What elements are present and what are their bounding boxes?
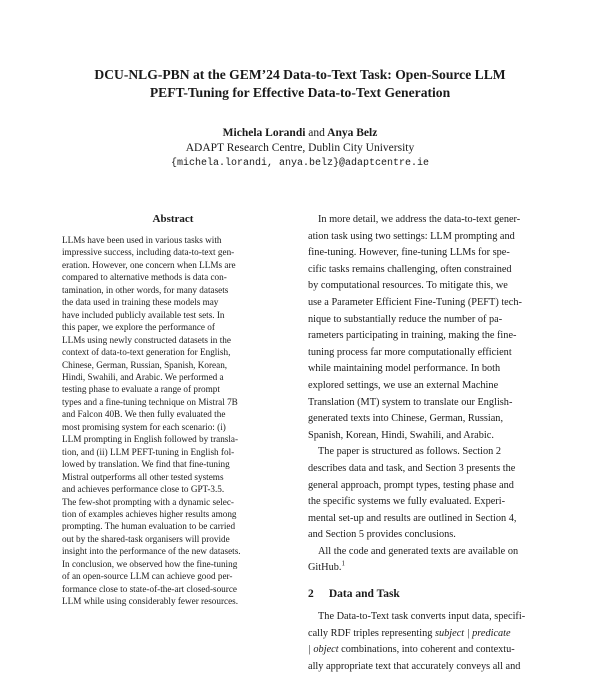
abstract-column [62,212,284,608]
abstract-line: LLM prompting in English followed by transla- [62,434,239,445]
detail-line: while maintaining model performance. In both [308,363,501,375]
abstract-line: The few-shot prompting with a dynamic selec- [62,496,234,507]
author-block [40,126,560,171]
structure-line: and Section 5 provides conclusions. [308,529,456,541]
data-task-line-4: ally appropriate text that accurately conveys all and [308,660,521,672]
detail-line: Spanish, Korean, Hindi, Swahili, and Arabic. [308,429,494,441]
structure-line: The paper is structured as follows. Section 2 [318,446,502,458]
structure-line: the specific systems we fully evaluated. Experi- [308,496,506,508]
paragraph-code-line-1: All the code and generated texts are available on [318,545,519,557]
detail-line: rameters participating in training, making the fine- [308,330,517,342]
abstract-line: LLMs using newly constructed datasets in the [62,334,231,345]
data-task-line-3-text: combinations, into coherent and contextu- [338,644,515,656]
abstract-line: and achieves performance close to GPT-3.5. [62,484,225,495]
data-task-line-3 [308,642,552,659]
detail-line: nique to substantially reduce the number of pa- [308,313,503,325]
abstract-line: types and a fine-tuning technique on Mistral 7B [62,396,238,407]
detail-line: use a Parameter Efficient Fine-Tuning (PEFT) tech- [308,296,522,308]
abstract-line: tion of examples achieves higher results among [62,508,237,519]
author-names [40,126,560,141]
structure-line: describes data and task, and Section 3 presents the [308,462,516,474]
section-heading [308,587,552,601]
title-line-2: PEFT-Tuning for Effective Data-to-Text Generation [149,85,451,100]
data-task-line-1: The Data-to-Text task converts input data, specifi- [318,611,526,623]
abstract-heading: Abstract [152,213,194,225]
structure-line: general approach, prompt types, testing phase and [308,479,514,491]
abstract-line: have included publicly available test sets. In [62,309,225,320]
abstract-line: context of data-to-text generation for English, [62,347,231,358]
abstract-line: prompting. The human evaluation to be carried [62,521,236,532]
abstract-line: Hindi, Swahili, and Arabic. We performed a [62,371,224,382]
abstract-line: of an open-source LLM can achieve good per- [62,571,233,582]
data-task-line-2-text: cally RDF triples representing [308,627,435,639]
abstract-body [62,234,284,608]
author-conjunction: and [308,127,325,139]
data-task-line-2-italic: subject | predicate [434,627,511,639]
abstract-line: eration. However, one concern when LLMs are [62,259,236,270]
detail-line: In more detail, we address the data-to-text gener- [318,214,521,225]
abstract-line: lowed by translation. We find that fine-tuning [62,459,230,470]
abstract-line: this paper, we explore the performance of [62,322,215,333]
paragraph-code-line-2 [308,560,552,577]
detail-line: by computational resources. To mitigate this, we [308,280,508,292]
detail-line: cific tasks remains challenging, often constrained [308,263,512,275]
abstract-line: and Falcon 40B. We then fully evaluated the [62,409,226,420]
section-number: 2 [308,588,314,601]
structure-line: mental set-up and results are outlined in Section 4, [308,512,517,524]
abstract-line: insight into the performance of the new datasets. [62,546,241,557]
data-task-line-3-italic: | object [308,644,339,656]
abstract-line: LLMs have been used in various tasks with [62,235,222,245]
paper-title [40,66,560,102]
abstract-line: testing phase to evaluate a range of prompt [62,384,220,395]
abstract-line: most promising system for each scenario: (i) [62,421,226,432]
abstract-line: out by the shared-task organisers will provide [62,533,230,544]
abstract-line: tion, and (ii) LLM PEFT-tuning in English fol- [62,446,235,457]
author-email[interactable]: {michela.lorandi, anya.belz}@adaptcentre.ie [170,158,430,169]
paragraph-structure [308,444,552,544]
abstract-line: tamination, in other words, for many datasets [62,284,229,295]
title-line-1: DCU-NLG-PBN at the GEM’24 Data-to-Text Task: Open-Source LLM [94,67,506,82]
abstract-line: Chinese, German, Russian, Spanish, Korean, [62,359,228,370]
section-title: Data and Task [328,588,400,601]
abstract-line: impressive success, including data-to-text gen- [62,247,235,258]
author-1: Michela Lorandi [222,127,306,139]
detail-line: explored settings, we use an external Machine [308,379,499,391]
detail-line: generated texts into Chinese, German, Russian, [308,413,504,425]
abstract-line: In conclusion, we observed how the fine-tuning [62,558,238,569]
data-task-line-2 [308,626,552,643]
abstract-line: Mistral outperforms all other tested systems [62,471,224,482]
abstract-line: LLM while using considerably fewer resources. [62,596,239,607]
intro-column [308,212,552,675]
abstract-line: formance close to state-of-the-art closed-source [62,583,237,594]
paragraph-detail [308,212,552,444]
detail-line: fine-tuning. However, fine-tuning LLMs for spe- [308,247,510,259]
abstract-line: compared to alternative methods is data con- [62,272,227,283]
affiliation: ADAPT Research Centre, Dublin City University [185,142,415,154]
author-2: Anya Belz [327,127,378,139]
github-link[interactable]: GitHub. [308,562,342,574]
detail-line: tuning process far more computationally efficient [308,346,512,358]
abstract-line: the data used in training these models may [62,297,219,308]
detail-line: ation task using two settings: LLM prompting and [308,230,515,242]
footnote-mark[interactable]: 1 [341,560,345,569]
detail-line: Translation (MT) system to translate our English- [308,396,513,408]
